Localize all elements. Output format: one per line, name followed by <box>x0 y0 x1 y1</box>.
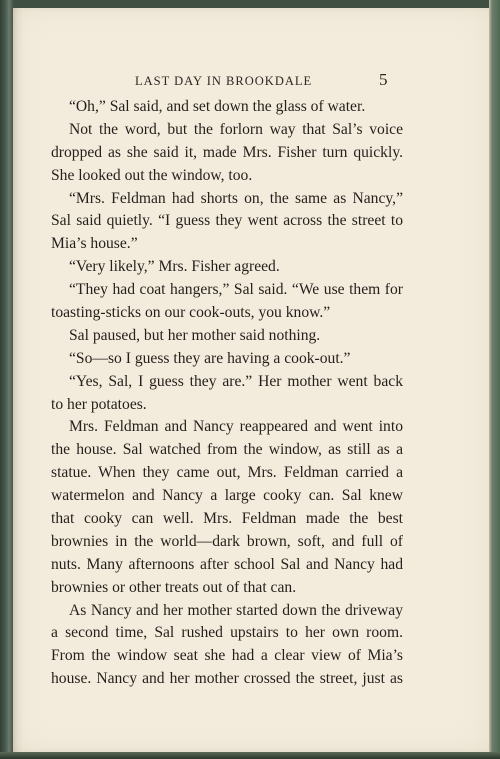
text-line: nuts. Many afternoons after school Sal and Nancy had <box>51 555 403 573</box>
text-line: “Very likely,” Mrs. Fisher agreed. <box>69 258 280 276</box>
text-line: She looked out the window, too. <box>51 166 253 184</box>
text-line: “Oh,” Sal said, and set down the glass of water. <box>69 98 366 115</box>
text-line: “Mrs. Feldman had shorts on, the same as Nancy,” <box>69 189 403 207</box>
text-line: “Yes, Sal, I guess they are.” Her mother went back <box>69 372 403 390</box>
text-line: brownies in the world—dark brown, soft, and full of <box>51 532 403 550</box>
text-line: dropped as she said it, made Mrs. Fisher turn quickly. <box>51 143 403 161</box>
text-line: As Nancy and her mother started down the driveway <box>69 601 403 619</box>
text-line: house. Nancy and her mother crossed the street, just as <box>51 670 403 688</box>
book-page <box>13 8 489 752</box>
text-line: to her potatoes. <box>51 395 147 413</box>
body-text <box>51 96 403 691</box>
text-line: a second time, Sal rushed upstairs to her own room. <box>51 624 403 642</box>
text-line: statue. When they came out, Mrs. Feldman carried a <box>51 464 403 482</box>
text-line: the house. Sal watched from the window, as still as a <box>51 441 403 459</box>
text-line: watermelon and Nancy a large cooky can. Sal knew <box>51 487 403 505</box>
page-edge-right <box>489 0 500 759</box>
text-line: Mrs. Feldman and Nancy reappeared and went into <box>69 418 403 436</box>
text-line: Sal said quietly. “I guess they went across the street to <box>51 212 403 230</box>
page-edge-bottom <box>0 752 500 759</box>
text-line: From the window seat she had a clear view of Mia’s <box>51 647 403 665</box>
running-head: LAST DAY IN BROOKDALE <box>135 74 313 88</box>
page-header <box>13 68 489 92</box>
text-line: Sal paused, but her mother said nothing. <box>69 326 321 344</box>
text-line: Mia’s house.” <box>51 235 138 253</box>
page-number: 5 <box>379 70 388 89</box>
text-line: Not the word, but the forlorn way that Sal’s voice <box>69 120 403 138</box>
text-line: “They had coat hangers,” Sal said. “We use them for <box>69 281 403 299</box>
text-line: brownies or other treats out of that can. <box>51 578 297 596</box>
text-line: toasting-sticks on our cook-outs, you know.” <box>51 304 331 322</box>
text-line: that cooky can well. Mrs. Feldman made the best <box>51 510 403 528</box>
text-line: “So—so I guess they are having a cook-out.” <box>69 349 351 367</box>
